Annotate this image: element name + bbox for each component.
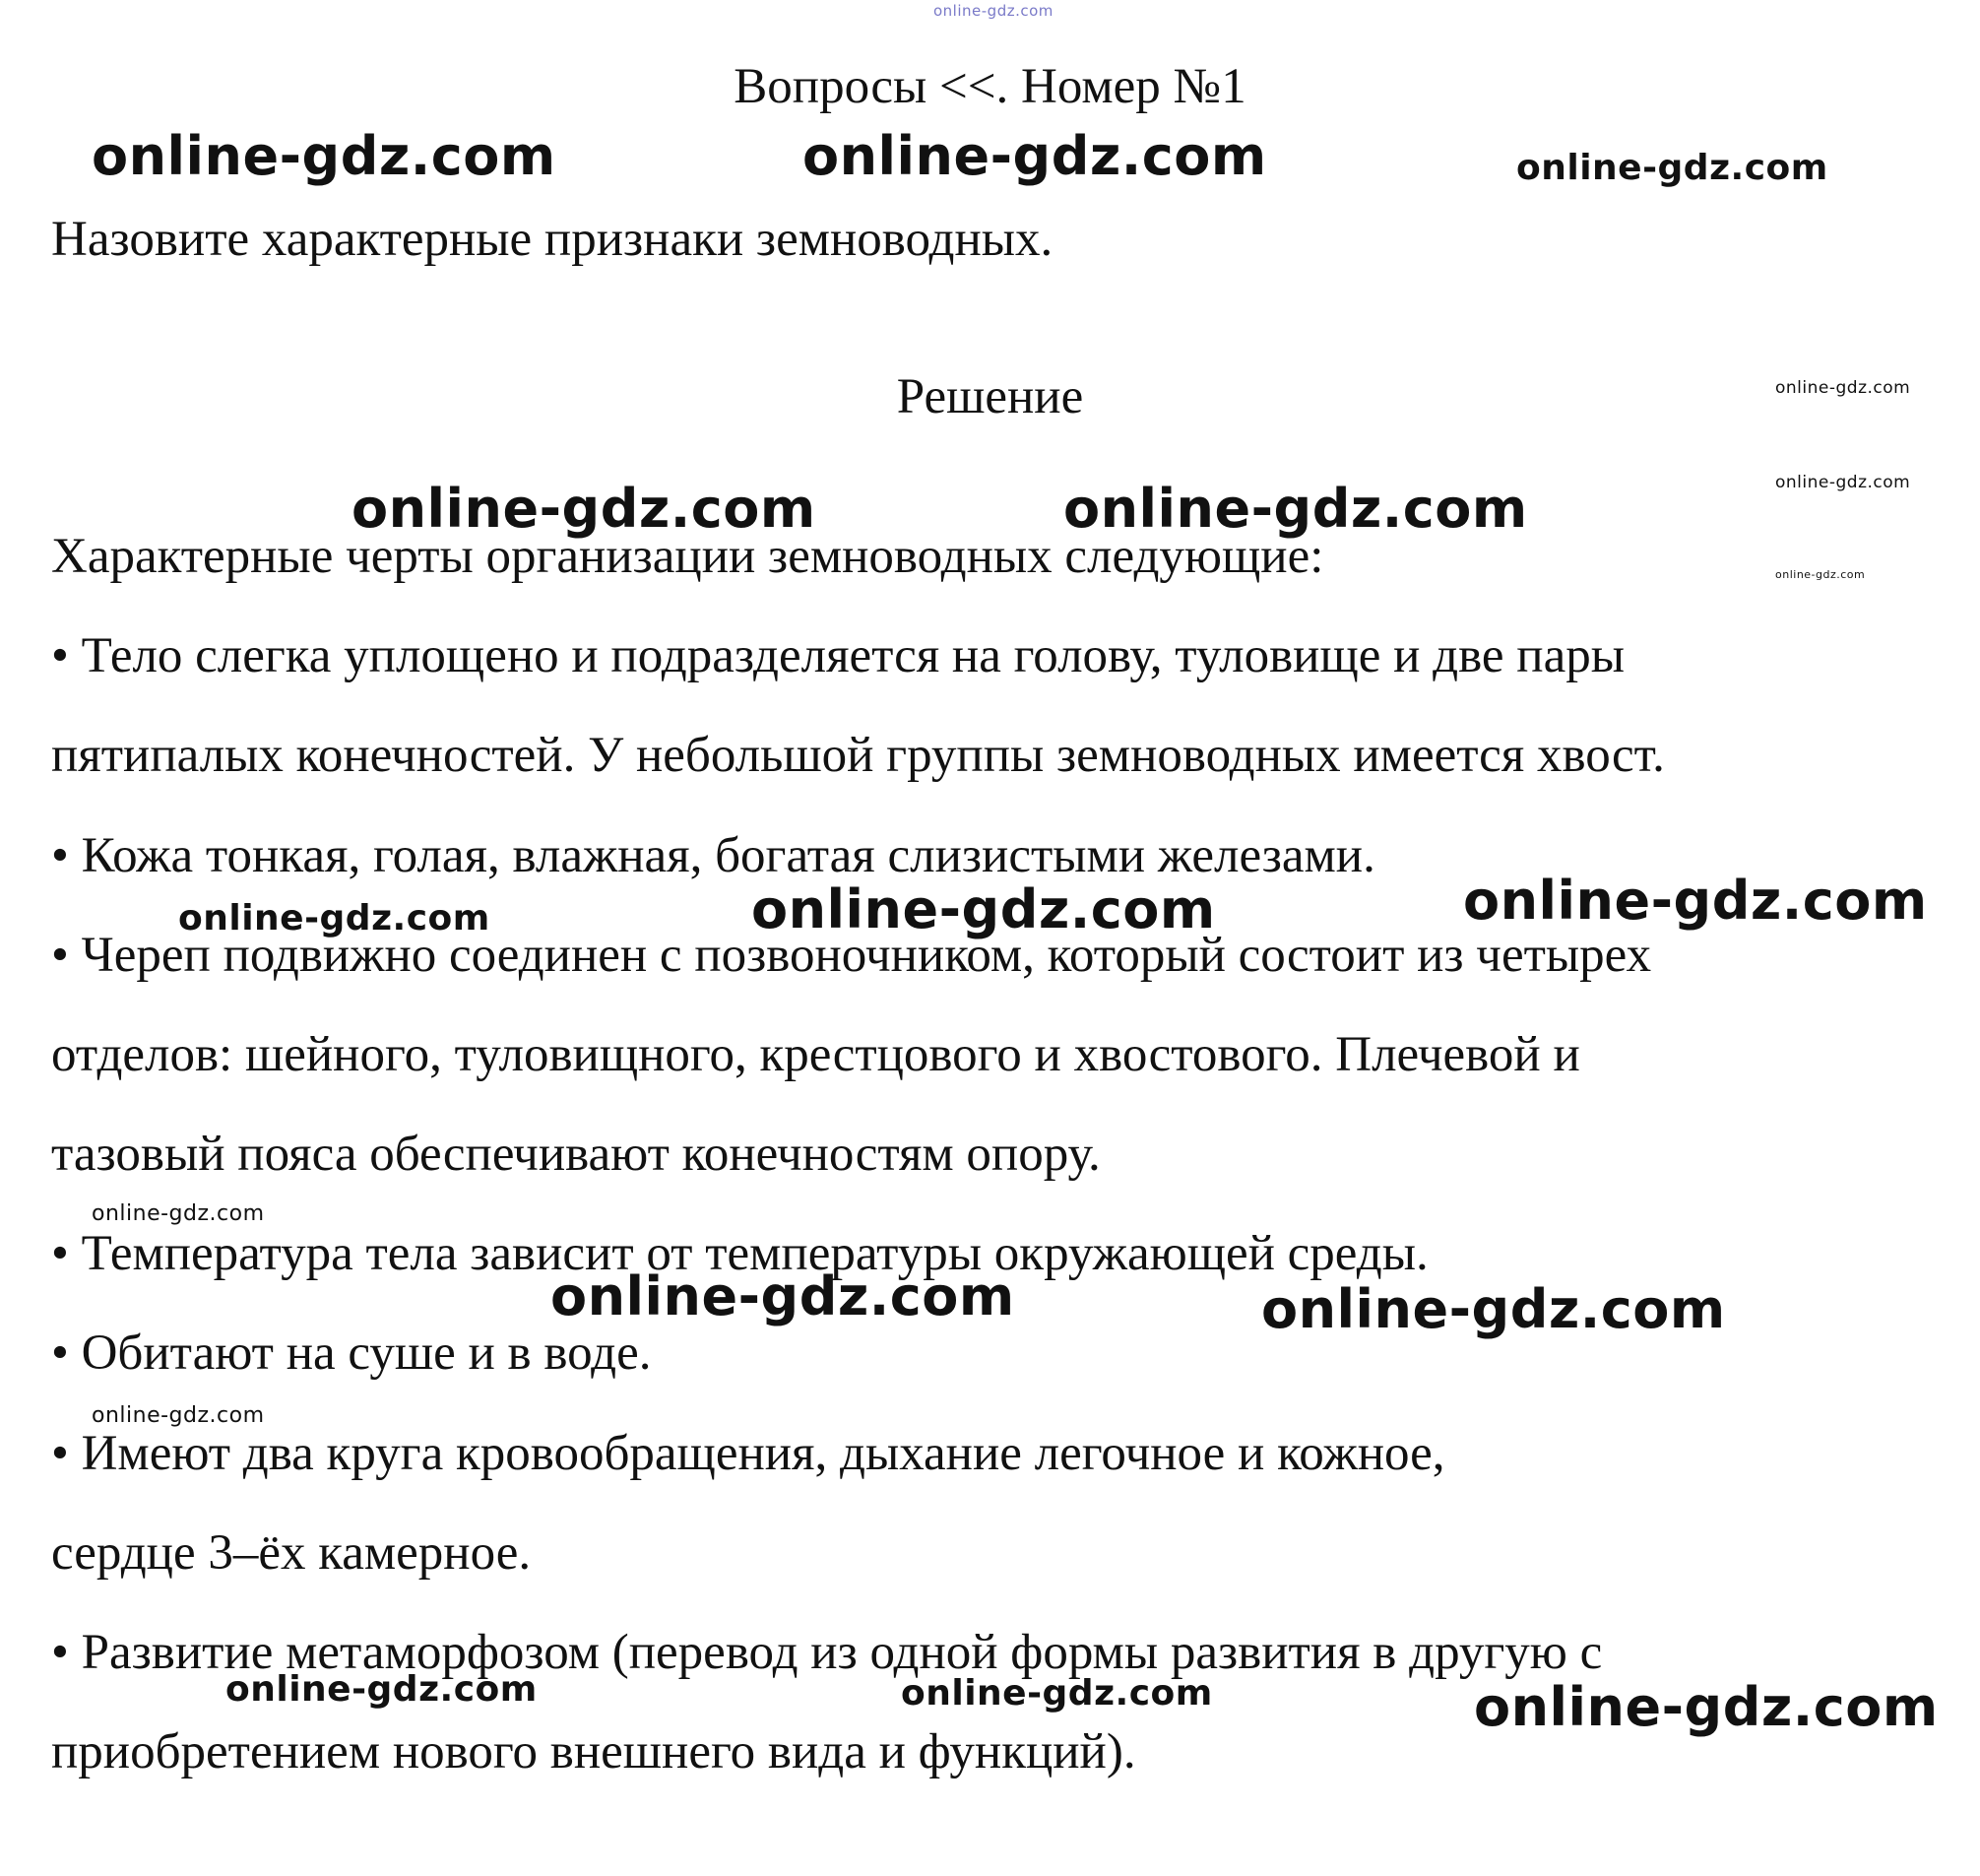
watermark: online-gdz.com xyxy=(178,898,490,938)
watermark: online-gdz.com xyxy=(351,478,816,540)
solution-line: сердце 3–ёх камерное. xyxy=(51,1525,532,1581)
solution-line: • Тело слегка уплощено и подразделяется на голову, туловище и две пары xyxy=(51,628,1625,683)
watermark: online-gdz.com xyxy=(901,1673,1213,1714)
watermark: online-gdz.com xyxy=(225,1669,538,1710)
solution-line: • Имеют два круга кровообращения, дыхание легочное и кожное, xyxy=(51,1426,1445,1481)
solution-line: пятипалых конечностей. У небольшой группы земноводных имеется хвост. xyxy=(51,728,1665,783)
watermark: online-gdz.com xyxy=(802,125,1267,187)
watermark: online-gdz.com xyxy=(550,1265,1015,1327)
watermark: online-gdz.com xyxy=(1775,473,1911,492)
watermark: online-gdz.com xyxy=(1775,568,1866,581)
site-watermark-top: online-gdz.com xyxy=(933,2,1054,20)
solution-line: • Развитие метаморфозом (перевод из одной формы развития в другую с xyxy=(51,1625,1603,1680)
watermark: online-gdz.com xyxy=(1775,378,1911,398)
solution-line: • Температура тела зависит от температуры окружающей среды. xyxy=(51,1226,1429,1281)
watermark: online-gdz.com xyxy=(92,1201,265,1226)
solution-intro: Характерные черты организации земноводных следующие: xyxy=(51,529,1324,584)
watermark: online-gdz.com xyxy=(1063,478,1528,540)
watermark: online-gdz.com xyxy=(1463,870,1928,932)
solution-line: • Обитают на суше и в воде. xyxy=(51,1326,652,1381)
page-title: Вопросы <<. Номер №1 xyxy=(734,59,1246,114)
solution-heading: Решение xyxy=(896,369,1084,424)
watermark: online-gdz.com xyxy=(751,878,1216,940)
watermark: online-gdz.com xyxy=(92,125,556,187)
question-text: Назовите характерные признаки земноводных. xyxy=(51,212,1054,267)
solution-line: тазовый пояса обеспечивают конечностям опору. xyxy=(51,1127,1101,1182)
solution-line: приобретением нового внешнего вида и функций). xyxy=(51,1724,1136,1779)
watermark: online-gdz.com xyxy=(1474,1676,1939,1738)
solution-line: • Череп подвижно соединен с позвоночником, который состоит из четырех xyxy=(51,928,1652,983)
watermark: online-gdz.com xyxy=(1516,148,1828,188)
solution-line: отделов: шейного, туловищного, крестцового и хвостового. Плечевой и xyxy=(51,1027,1580,1082)
watermark: online-gdz.com xyxy=(1261,1278,1726,1340)
solution-line: • Кожа тонкая, голая, влажная, богатая слизистыми железами. xyxy=(51,828,1375,883)
watermark: online-gdz.com xyxy=(92,1403,265,1428)
